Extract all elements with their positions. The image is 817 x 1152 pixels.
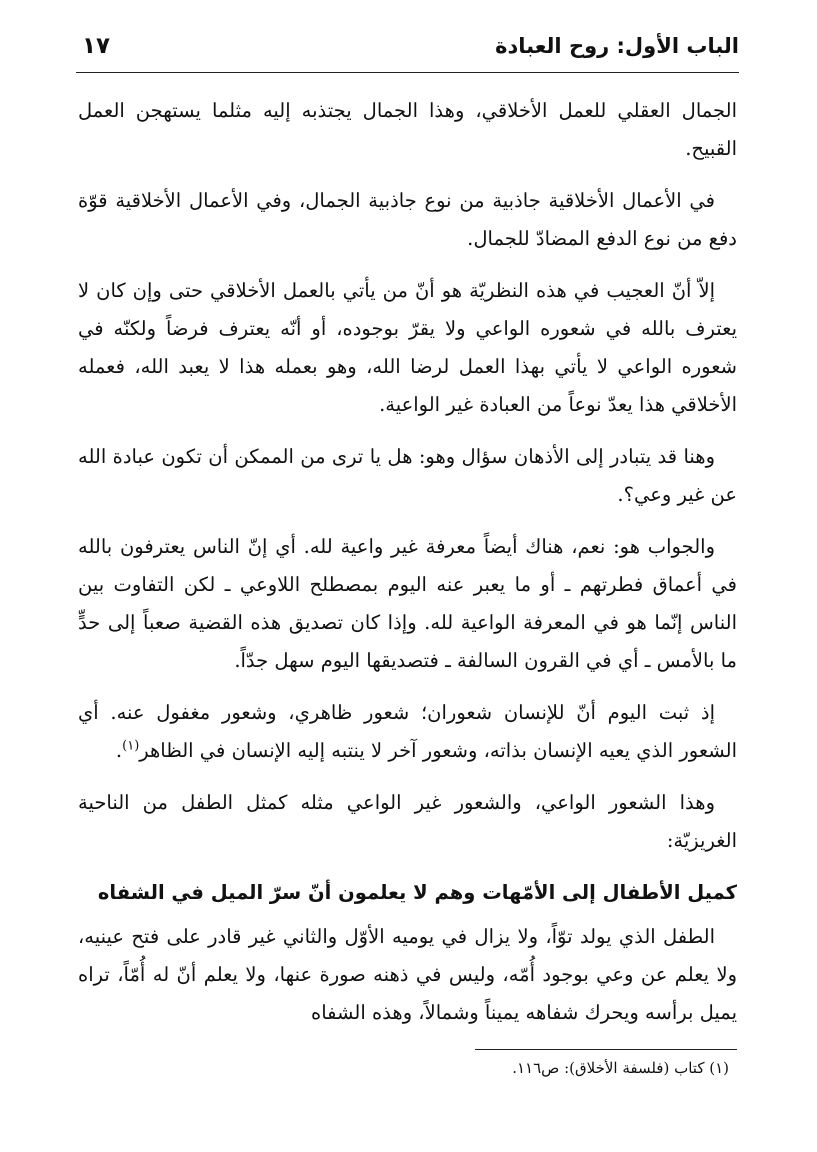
footnote-reference: (١) — [122, 738, 140, 754]
paragraph-4: وهنا قد يتبادر إلى الأذهان سؤال وهو: هل يا ترى من الممكن أن تكون عبادة الله عن غير وعي؟. — [78, 445, 737, 506]
page-number: ١٧ — [82, 33, 111, 59]
paragraph-6-text: إذ ثبت اليوم أنّ للإنسان شعوران؛ شعور ظاهري، وشعور مغفول عنه. أي الشعور الذي يعيه الإنسان بذاته، وشعور آخر لا ينتبه إليه الإنسان في الظاهر — [78, 701, 737, 762]
paragraph-8: الطفل الذي يولد توّاً، ولا يزال في يوميه الأوّل والثاني غير قادر على فتح عينيه، ولا يعلم عن وعي بوجود أُمّه، وليس في ذهنه صورة عنها، ولا يعلم أنّ له أُمّاً، تراه يميل برأسه ويحرك شفاهه يميناً وشمالاً، وهذه الشفاه — [78, 925, 737, 1024]
footnote: (١) كتاب (فلسفة الأخلاق): ص١١٦. — [512, 1059, 729, 1077]
paragraph-1: الجمال العقلي للعمل الأخلاقي، وهذا الجمال يجتذبه إليه مثلما يستهجن العمل القبيح. — [78, 99, 737, 160]
running-header — [76, 30, 739, 70]
paragraph-2: في الأعمال الأخلاقية جاذبية من نوع جاذبية الجمال، وفي الأعمال الأخلاقية قوّة دفع من نوع الدفع المضادّ للجمال. — [78, 189, 737, 250]
header-divider — [76, 72, 739, 73]
paragraph-3: إلاّ أنّ العجيب في هذه النظريّة هو أنّ من يأتي بالعمل الأخلاقي حتى وإن كان لا يعترف بالله في شعوره الواعي ولا يقرّ بوجوده، أو أنّه يعترف فرضاً ولكنّه في شعوره الواعي لا يأتي بهذا العمل لرضا الله، وهو بعمله هذا لا يعبد الله، فعمله الأخلاقي هذا يعدّ نوعاً من العبادة غير الواعية. — [78, 279, 737, 416]
paragraph-6 — [78, 694, 737, 770]
section-subheading: كميل الأطفال إلى الأمّهات وهم لا يعلمون أنّ سرّ الميل في الشفاه — [97, 881, 737, 904]
paragraph-5: والجواب هو: نعم، هناك أيضاً معرفة غير واعية لله. أي إنّ الناس يعترفون بالله في أعماق فطرتهم ـ أو ما يعبر عنه اليوم بمصطلح اللاوعي ـ لكن التفاوت بين الناس إنّما هو في المعرفة الواعية لله. وإذا كان تصديق هذه القضية صعباً إلى حدٍّ ما بالأمس ـ أي في القرون السالفة ـ فتصديقها اليوم سهل جدّاً. — [78, 535, 737, 672]
body-text — [78, 92, 737, 1046]
paragraph-7: وهذا الشعور الواعي، والشعور غير الواعي مثله كمثل الطفل من الناحية الغريزيّة: — [78, 791, 737, 852]
footnote-divider — [475, 1049, 737, 1050]
chapter-title: الباب الأول: روح العبادة — [495, 34, 739, 58]
paragraph-6-end: . — [115, 739, 123, 762]
